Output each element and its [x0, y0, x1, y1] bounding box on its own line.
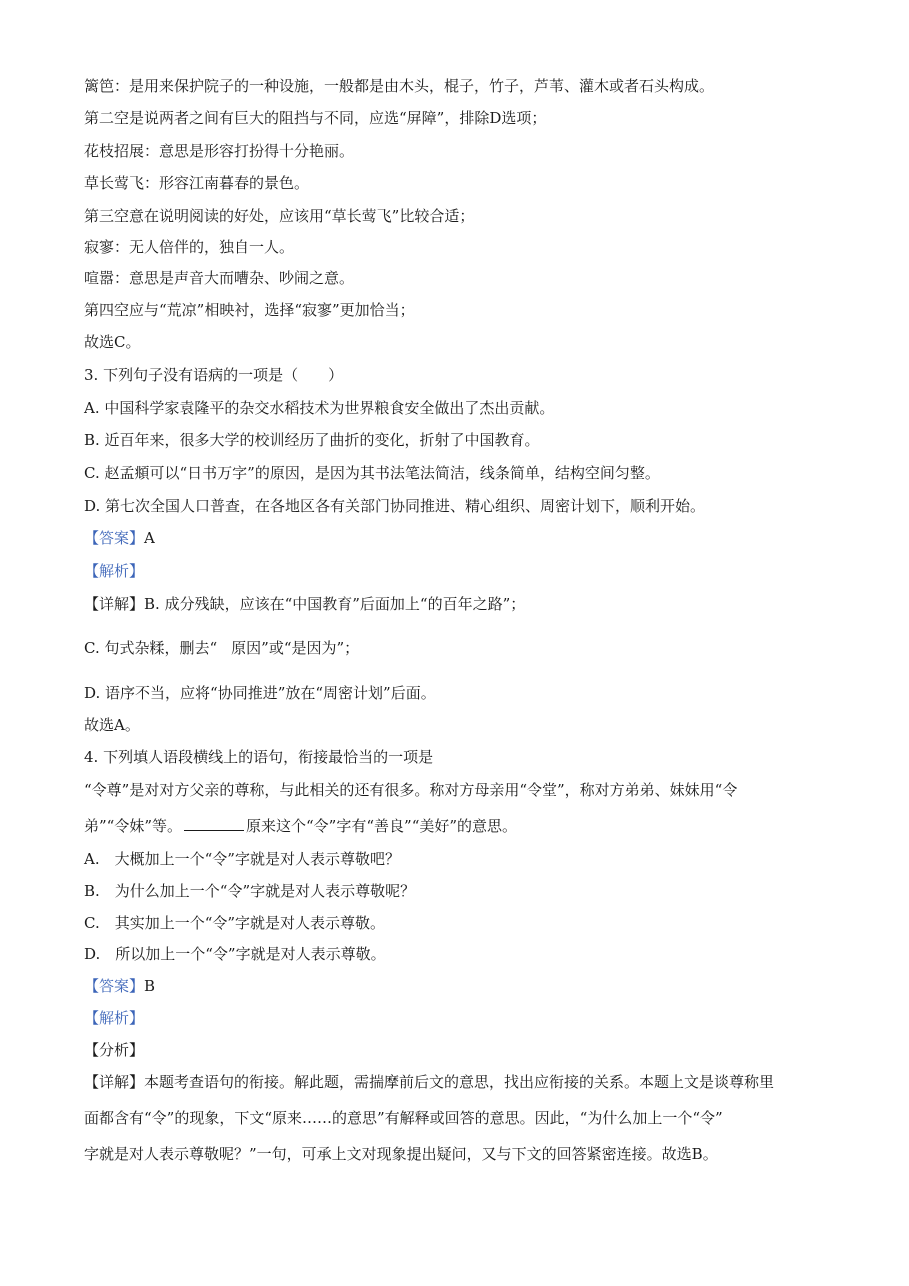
answer-value: B	[144, 977, 156, 995]
question-3-answer	[84, 528, 155, 548]
text-line: 喧嚣：意思是声音大而嘈杂、吵闹之意。	[84, 269, 355, 287]
text-line: 第四空应与“荒凉”相映衬，选择“寂寥”更加恰当；	[84, 301, 415, 319]
question-4-fenxi-tag: 【分析】	[84, 1041, 145, 1059]
question-3-option-b: B. 近百年来，很多大学的校训经历了曲折的变化，折射了中国教育。	[84, 431, 540, 449]
question-3-detail-d: D. 语序不当，应将“协同推进”放在“周密计划”后面。	[84, 684, 436, 702]
question-3-detail-c	[84, 638, 359, 658]
question-3-analysis-tag	[84, 561, 144, 581]
detail-text-post: 原因”或“是因为”；	[231, 639, 360, 657]
question-3-detail-b	[84, 594, 525, 614]
detail-text: 本题考查语句的衔接。解此题，需揣摩前后文的意思，找出应衔接的关系。本题上文是谈尊称里	[144, 1073, 775, 1091]
question-3-stem: 3. 下列句子没有语病的一项是（ ）	[84, 366, 344, 384]
question-3-option-a: A. 中国科学家袁隆平的杂交水稻技术为世界粮食安全做出了杰出贡献。	[84, 399, 555, 417]
question-4-stem: 4. 下列填人语段横线上的语句，衔接最恰当的一项是	[84, 748, 434, 766]
text-line: 寂寥：无人倍伴的，独自一人。	[84, 238, 295, 256]
question-4-answer	[84, 976, 155, 996]
question-4-option-c: C. 其实加上一个“令”字就是对人表示尊敬。	[84, 914, 386, 932]
text-line: 花枝招展：意思是形容打扮得十分艳丽。	[84, 142, 355, 160]
question-4-passage-line-2	[84, 816, 517, 836]
detail-tag: 【详解】	[84, 1073, 145, 1091]
question-4-detail-line-3: 字就是对人表示尊敬呢？”一句，可承上文对现象提出疑问，又与下文的回答紧密连接。故选B。	[84, 1145, 718, 1163]
detail-tag: 【详解】	[84, 595, 145, 613]
question-4-option-a: A. 大概加上一个“令”字就是对人表示尊敬吧？	[84, 850, 400, 868]
answer-tag: 【答案】	[84, 977, 145, 995]
text-line: 第三空意在说明阅读的好处，应该用“草长莺飞”比较合适；	[84, 207, 475, 225]
passage-text-post: 原来这个“令”字有“善良”“美好”的意思。	[246, 817, 518, 835]
question-4-option-b: B. 为什么加上一个“令”字就是对人表示尊敬呢？	[84, 882, 416, 900]
question-4-option-d: D. 所以加上一个“令”字就是对人表示尊敬。	[84, 945, 386, 963]
question-4-detail-line-2: 面都含有“令”的现象，下文“原来……的意思”有解释或回答的意思。因此，“为什么加上一个“令”	[84, 1109, 723, 1127]
question-4-analysis-tag	[84, 1008, 144, 1028]
question-3-conclusion: 故选A。	[84, 716, 140, 734]
analysis-tag: 【解析】	[84, 562, 145, 580]
detail-text-pre: C. 句式杂糅，删去“	[84, 639, 218, 657]
question-4-passage-line-1: “令尊”是对对方父亲的尊称，与此相关的还有很多。称对方母亲用“令堂”，称对方弟弟、妹妹用“令	[84, 781, 738, 799]
answer-value: A	[144, 529, 155, 547]
detail-text: B. 成分残缺，应该在“中国教育”后面加上“的百年之路”；	[144, 595, 526, 613]
text-line: 草长莺飞：形容江南暮春的景色。	[84, 174, 310, 192]
text-line: 篱笆：是用来保护院子的一种设施，一般都是由木头，棍子，竹子，芦苇、灌木或者石头构成。	[84, 77, 715, 95]
question-3-option-d: D. 第七次全国人口普查，在各地区各有关部门协同推进、精心组织、周密计划下，顺利开始。	[84, 497, 706, 515]
text-line: 故选C。	[84, 333, 141, 351]
question-3-option-c: C. 赵孟頫可以“日书万字”的原因，是因为其书法笔法简洁，线条简单，结构空间匀整。	[84, 464, 660, 482]
answer-tag: 【答案】	[84, 529, 145, 547]
passage-text-pre: 弟”“令妹”等。	[84, 817, 183, 835]
fill-in-blank	[184, 816, 244, 831]
text-line: 第二空是说两者之间有巨大的阻挡与不同，应选“屏障”，排除D选项；	[84, 109, 547, 127]
question-4-detail-line-1	[84, 1072, 774, 1092]
analysis-tag: 【解析】	[84, 1009, 145, 1027]
